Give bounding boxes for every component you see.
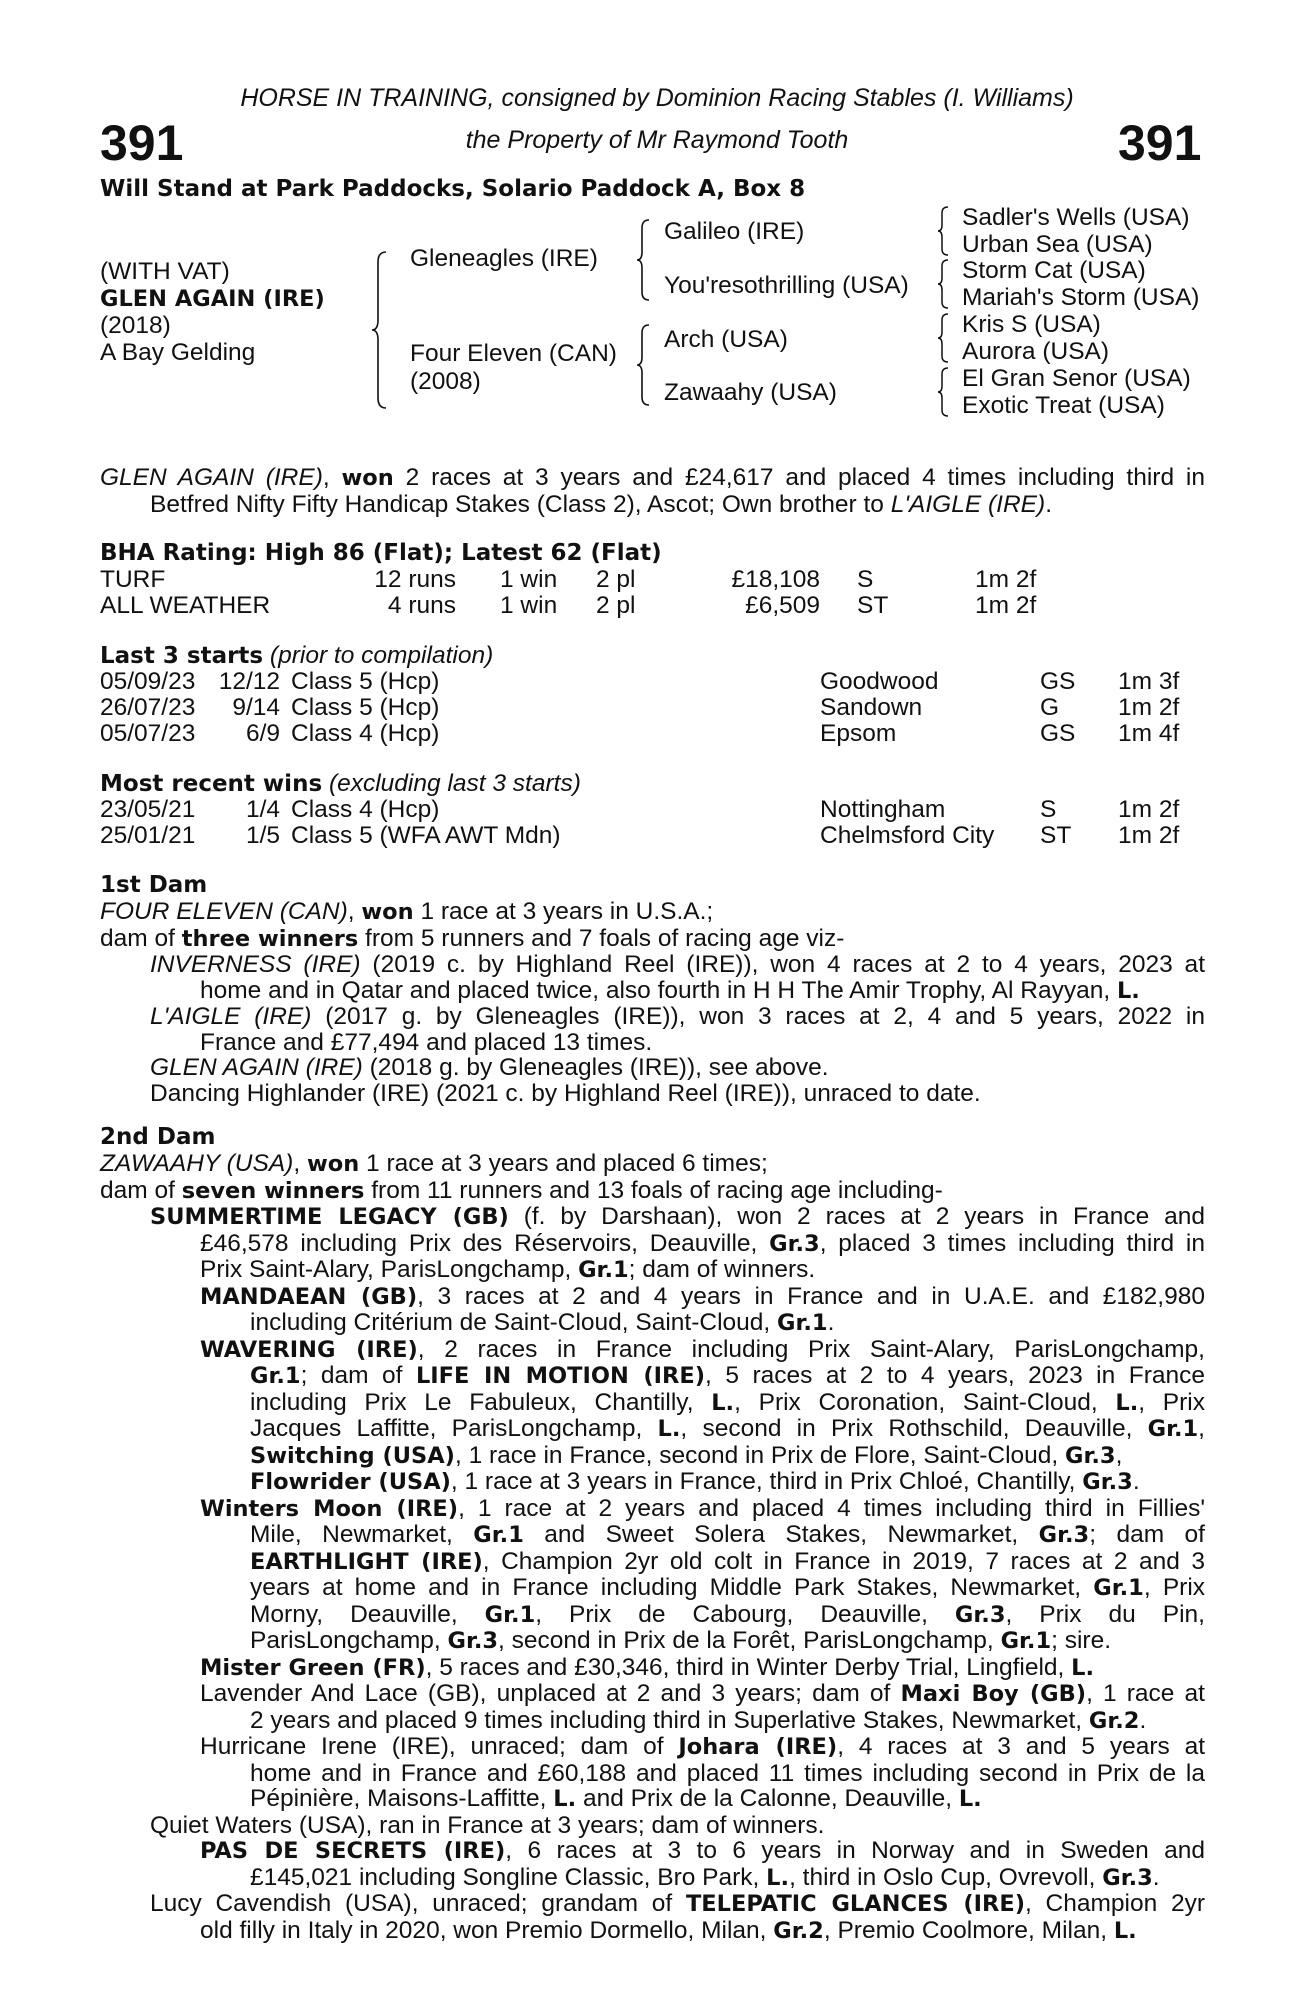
consignor-line: HORSE IN TRAINING, consigned by Dominion Racing Stables (I. Williams): [240, 84, 1074, 112]
dam-dam: Zawaahy (USA): [664, 379, 837, 406]
sdd: Mariah's Storm (USA): [962, 284, 1200, 311]
dds: El Gran Senor (USA): [962, 365, 1191, 392]
brace-dam: [635, 323, 653, 407]
dss: Kris S (USA): [962, 311, 1101, 338]
brace-ss: [936, 205, 952, 257]
brace-sire: [635, 218, 653, 302]
sire-dam: You'resothrilling (USA): [664, 272, 909, 299]
horse-year: (2018): [100, 312, 171, 339]
summary-paragraph: GLEN AGAIN (IRE), won 2 races at 3 years and £24,617 and placed 4 times including third in Betfred Nifty Fifty Handicap Stakes (Class 2), Ascot; Own brother to L'AIGLE (IRE).: [100, 464, 1205, 518]
brace-gen1: [370, 250, 390, 410]
brace-sd: [936, 258, 952, 310]
second-dam-title: 2nd Dam: [100, 1124, 216, 1150]
lot-number-right: 391: [1118, 115, 1202, 171]
brace-dd: [936, 366, 952, 418]
dam-year: (2008): [410, 368, 481, 395]
ddd: Exotic Treat (USA): [962, 392, 1165, 419]
property-line: the Property of Mr Raymond Tooth: [465, 126, 849, 154]
brace-ds: [936, 312, 952, 364]
dam: Four Eleven (CAN): [410, 340, 617, 367]
sire: Gleneagles (IRE): [410, 245, 598, 272]
stand-location: Will Stand at Park Paddocks, Solario Paddock A, Box 8: [100, 176, 806, 202]
lot-number-left: 391: [100, 115, 184, 171]
dam-sire: Arch (USA): [664, 326, 788, 353]
vat-note: (WITH VAT): [100, 258, 230, 285]
first-dam-section: FOUR ELEVEN (CAN), won 1 race at 3 years in U.S.A.; dam of three winners from 5 runners and 7 foals of racing age viz- INVERNESS (IRE) (2019 c. by Highland Reel (IRE)), won 4 races at 2 to 4 years, 2023 at home and in Qatar and placed twice, also fourth in H H The Amir Trophy, Al Rayyan, L. L'AIGLE (IRE) (2017 g. by Gleneagles (IRE)), won 3 races at 2, 4 and 5 years, 2022 in France and £77,494 and placed 13 times. GLEN AGAIN (IRE) (2018 g. by Gleneagles (IRE)), see above. Dancing Highlander (IRE) (2021 c. by Highland Reel (IRE)), unraced to date.: [100, 898, 1205, 1107]
horse-name: GLEN AGAIN (IRE): [100, 286, 325, 312]
second-dam-section: ZAWAAHY (USA), won 1 race at 3 years and placed 6 times; dam of seven winners from 11 runners and 13 foals of racing age including- SUMMERTIME LEGACY (GB) (f. by Darshaan), won 2 races at 2 years in France and £46,578 including Prix des Réservoirs, Deauville, Gr.3, placed 3 times including third in Prix Saint-Alary, ParisLongchamp, Gr.1; dam of winners. MANDAEAN (GB), 3 races at 2 and 4 years in France and in U.A.E. and £182,980 including Critérium de Saint-Cloud, Saint-Cloud, Gr.1. WAVERING (IRE), 2 races in France including Prix Saint-Alary, ParisLongchamp, Gr.1; dam of LIFE IN MOTION (IRE), 5 races at 2 to 4 years, 2023 in France including Prix Le Fabuleux, Chantilly, L., Prix Coronation, Saint-Cloud, L., Prix Jacques Laffitte, ParisLongchamp, L., second in Prix Rothschild, Deauville, Gr.1, Switching (USA), 1 race in France, second in Prix de Flore, Saint-Cloud, Gr.3, Flowrider (USA), 1 race at 3 years in France, third in Prix Chloé, Chantilly, Gr.3. Winters Moon (IRE), 1 race at 2 years and placed 4 times including third in Fillies' Mile, Newmarket, Gr.1 and Sweet Solera Stakes, Newmarket, Gr.3; dam of EARTHLIGHT (IRE), Champion 2yr old colt in France in 2019, 7 races at 2 and 3 years at home and in France including Middle Park Stakes, Newmarket, Gr.1, Prix Morny, Deauville, Gr.1, Prix de Cabourg, Deauville, Gr.3, Prix du Pin, ParisLongchamp, Gr.3, second in Prix de la Forêt, ParisLongchamp, Gr.1; sire. Mister Green (FR), 5 races and £30,346, third in Winter Derby Trial, Lingfield, L. Lavender And Lace (GB), unplaced at 2 and 3 years; dam of Maxi Boy (GB), 1 race at 2 years and placed 9 times including third in Superlative Stakes, Newmarket, Gr.2. Hurricane Irene (IRE), unraced; dam of Johara (IRE), 4 races at 3 and 5 years at home and in France and £60,188 and placed 11 times including second in Prix de la Pépinière, Maisons-Laffitte, L. and Prix de la Calonne, Deauville, L. Quiet Waters (USA), ran in France at 3 years; dam of winners. PAS DE SECRETS (IRE), 6 races at 3 to 6 years in Norway and in Sweden and £145,021 including Songline Classic, Bro Park, L., third in Oslo Cup, Ovrevoll, Gr.3. Lucy Cavendish (USA), unraced; grandam of TELEPATIC GLANCES (IRE), Champion 2yr old filly in Italy in 2020, won Premio Dormello, Milan, Gr.2, Premio Coolmore, Milan, L.: [100, 1150, 1206, 1944]
bha-rating-title: BHA Rating: High 86 (Flat); Latest 62 (Flat): [100, 540, 662, 566]
recent-wins-title: Most recent wins (excluding last 3 starts): [100, 770, 581, 797]
ssd: Urban Sea (USA): [962, 231, 1153, 258]
sss: Sadler's Wells (USA): [962, 204, 1190, 231]
horse-description: A Bay Gelding: [100, 339, 256, 366]
sire-sire: Galileo (IRE): [664, 218, 805, 245]
first-dam-title: 1st Dam: [100, 872, 208, 898]
dsd: Aurora (USA): [962, 338, 1110, 365]
sds: Storm Cat (USA): [962, 257, 1146, 284]
last-starts-title: Last 3 starts (prior to compilation): [100, 642, 494, 669]
